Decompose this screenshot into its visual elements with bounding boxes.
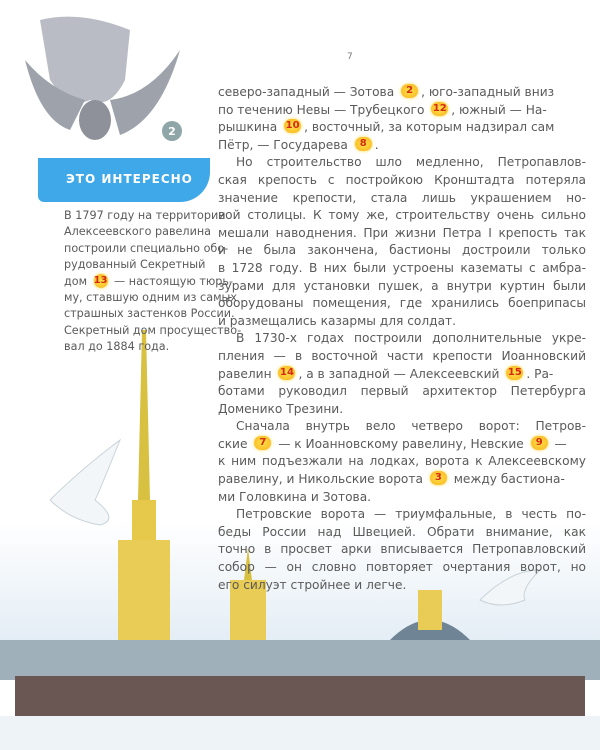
text-line (218, 119, 586, 137)
text-line (218, 524, 586, 542)
text-span: му, ставшую одним из самых (64, 291, 237, 305)
text-line (218, 154, 586, 172)
text-line (218, 436, 586, 454)
text-line (218, 137, 586, 155)
text-span: — настоящую тюрь- (110, 274, 234, 288)
text-span: точно в просвет арки вписывается Петропавловский (218, 542, 586, 557)
text-span: ботами руководил первый архитектор Петербурга (218, 384, 586, 399)
text-span: Пётр, — Государева (218, 137, 352, 152)
text-line (218, 471, 586, 489)
map-number-badge: 2 (401, 84, 418, 98)
map-number-badge: 8 (355, 137, 372, 151)
text-line (64, 224, 214, 240)
text-span: между бастиона- (449, 472, 565, 487)
angel-statue (25, 17, 182, 141)
text-span: рышкина (218, 120, 282, 135)
map-number-badge: 15 (507, 366, 522, 378)
text-line (218, 102, 586, 120)
sidebar-text (64, 208, 242, 356)
text-span: вой столицы. К тому же, строительству очень сильно (218, 208, 586, 223)
text-span: оборудованы помещения, где хранились боеприпасы (218, 296, 586, 311)
text-line (64, 208, 226, 224)
map-number-badge: 13 (93, 274, 108, 286)
sidebar-heading: ЭТО ИНТЕРЕСНО (66, 172, 193, 186)
text-span: — (550, 436, 567, 451)
text-line (64, 257, 214, 273)
text-line (218, 348, 586, 366)
text-line (64, 339, 214, 355)
text-span: в 1728 году. В них были устроены казематы с амбра- (218, 260, 586, 275)
text-span: Секретный дом просуществo- (64, 323, 242, 337)
text-line (218, 84, 586, 102)
sidebar-marker: 2 (168, 125, 176, 138)
text-span: Сначала внутрь вело четверо ворот: Петров- (236, 419, 586, 434)
text-span: и размещались казармы для солдат. (218, 313, 457, 328)
text-span: ми Головкина и Зотова. (218, 489, 372, 504)
fortress-wall (15, 676, 585, 716)
text-line (64, 306, 235, 322)
text-line (218, 489, 586, 507)
map-number-badge: 3 (430, 471, 447, 485)
text-line (218, 260, 586, 278)
text-span: собор — он словно повторяет очертания ворот, но (218, 560, 586, 575)
text-span: . Ра- (526, 366, 554, 381)
text-line (218, 366, 586, 384)
text-line (218, 506, 586, 524)
text-span: , восточный, за которым надзирал сам (304, 120, 555, 135)
text-span: дом (64, 274, 91, 288)
text-span: беды России над Швецией. Обрати внимание, как (218, 524, 586, 539)
text-line (218, 172, 586, 190)
text-line (218, 330, 586, 348)
text-span: — к Иоанновскому равелину, Невские (274, 436, 528, 451)
text-line (218, 313, 586, 331)
text-line (218, 278, 586, 296)
map-number-badge: 14 (279, 366, 294, 378)
text-span: , юго-западный вниз (421, 85, 555, 99)
text-span: , а в западной — Алексеевский (298, 366, 504, 381)
map-number-badge: 12 (432, 102, 447, 114)
text-span: мешали наводнения. При жизни Петра I крепость так (218, 225, 586, 240)
text-span: ская крепость с постройкою Кронштадта потеряла (218, 172, 586, 187)
text-span: равелин (218, 366, 276, 381)
text-span: Но строительство шло медленно, Петропавлов- (236, 155, 586, 170)
trees (0, 640, 600, 680)
text-line (218, 453, 586, 471)
text-line (64, 241, 229, 257)
text-span: построили специально обо- (64, 241, 229, 255)
text-line (64, 274, 234, 290)
text-span: и не была закончена, бастионы достроили только (218, 243, 586, 258)
main-text (218, 84, 586, 594)
text-line (218, 295, 586, 313)
text-line (218, 207, 586, 225)
text-span: ские (218, 436, 252, 451)
text-span: к ним подъезжали на лодках, ворота к Алексеевскому (218, 454, 586, 469)
text-line (218, 559, 586, 577)
text-line (64, 323, 242, 339)
text-span: В 1730-х годах построили дополнительные укре- (236, 331, 586, 346)
text-line (218, 225, 586, 243)
text-span: значение крепости, стала лишь украшением но- (218, 190, 586, 205)
text-span: Петровские ворота — триумфальные, в честь по- (236, 507, 586, 522)
text-line (218, 383, 586, 401)
text-line (218, 190, 586, 208)
text-line (64, 290, 237, 306)
text-span: зурами для установки пушек, а внутри куртин были (218, 278, 586, 293)
text-line (218, 401, 586, 419)
text-line (218, 418, 586, 436)
text-span: В 1797 году на территории (64, 209, 226, 222)
text-span: северо-западный — Зотова (218, 85, 399, 99)
text-span: вал до 1884 года. (64, 340, 170, 354)
sidebar-heading-box (38, 158, 210, 202)
map-number-badge: 7 (254, 436, 271, 450)
text-line (218, 242, 586, 260)
page-number: 7 (347, 52, 353, 62)
text-line (218, 541, 586, 559)
map-number-badge: 9 (531, 436, 548, 450)
text-span: страшных застенков России. (64, 307, 235, 321)
text-span: равелину, и Никольские ворота (218, 472, 427, 487)
frozen-river (0, 716, 600, 750)
text-span: Алексеевского равелина (64, 225, 212, 239)
map-number-badge: 10 (285, 120, 300, 132)
text-line (218, 577, 586, 595)
text-span: пления — в восточной части крепости Иоанновский (218, 348, 586, 363)
text-span: по течению Невы — Трубецкого (218, 102, 429, 117)
text-span: его силуэт стройнее и легче. (218, 577, 407, 592)
text-span: , южный — На- (451, 102, 547, 117)
text-span: Доменико Трезини. (218, 401, 344, 416)
text-span: рудованный Секретный (64, 258, 206, 272)
text-span: . (374, 137, 379, 152)
